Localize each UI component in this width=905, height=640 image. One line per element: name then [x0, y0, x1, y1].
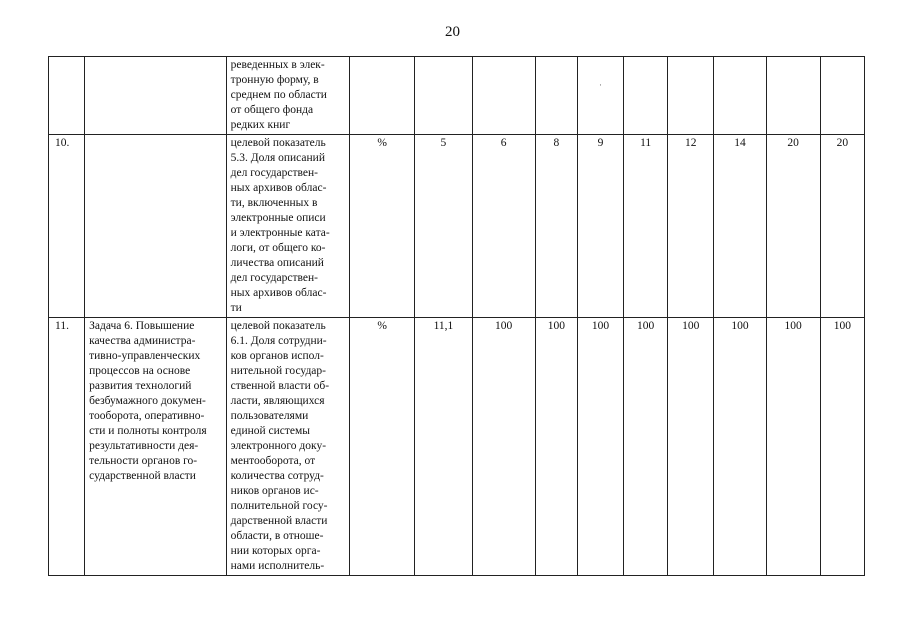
row-number-cell: 11.	[49, 318, 85, 576]
value-cell: 100	[668, 318, 714, 576]
value-cell: 100	[820, 318, 864, 576]
value-cell: 20	[820, 135, 864, 318]
value-cell: 14	[714, 135, 766, 318]
value-cell	[820, 57, 864, 135]
unit-cell: %	[350, 135, 415, 318]
row-number-cell	[49, 57, 85, 135]
indicators-table	[48, 56, 865, 576]
value-cell	[624, 57, 668, 135]
row-number-cell: 10.	[49, 135, 85, 318]
value-cell: 100	[472, 318, 535, 576]
indicator-cell: целевой показатель 6.1. Доля сотрудни- ков органов испол- нительной государ- ственной власти об- ласти, являющихся пользователями единой системы электронного доку- ментооборота, от количества сотруд- ников органов ис- полнительной госу- дарственной власти области, в отноше- нии которых орга- нами исполнитель-	[226, 318, 349, 576]
value-cell: 6	[472, 135, 535, 318]
value-cell	[766, 57, 820, 135]
unit-cell	[350, 57, 415, 135]
value-cell	[472, 57, 535, 135]
value-cell: 100	[577, 318, 623, 576]
page-number: 20	[445, 24, 460, 40]
value-cell	[535, 57, 577, 135]
table-row	[49, 135, 865, 318]
scan-dot-mark: ·	[598, 80, 602, 90]
value-cell: 11,1	[415, 318, 472, 576]
value-cell: 20	[766, 135, 820, 318]
indicator-cell: реведенных в элек- тронную форму, в среднем по области от общего фонда редких книг	[226, 57, 349, 135]
task-cell	[85, 135, 227, 318]
value-cell: 8	[535, 135, 577, 318]
value-cell: 5	[415, 135, 472, 318]
task-cell: Задача 6. Повышение качества администра- тивно-управленческих процессов на основе развития технологий безбумажного докумен- тооборота, оперативно- сти и полноты контроля результативности дея- тельности органов го- сударственной власти	[85, 318, 227, 576]
value-cell: 100	[766, 318, 820, 576]
value-cell: 9	[577, 135, 623, 318]
unit-cell: %	[350, 318, 415, 576]
value-cell	[415, 57, 472, 135]
value-cell: 100	[624, 318, 668, 576]
value-cell	[577, 57, 623, 135]
table-row	[49, 318, 865, 576]
value-cell: 11	[624, 135, 668, 318]
value-cell	[668, 57, 714, 135]
indicator-cell: целевой показатель 5.3. Доля описаний дел государствен- ных архивов облас- ти, включенных в электронные описи и электронные ката- логи, от общего ко- личества описаний дел государствен- ных архивов облас- ти	[226, 135, 349, 318]
value-cell: 12	[668, 135, 714, 318]
task-cell	[85, 57, 227, 135]
value-cell: 100	[714, 318, 766, 576]
value-cell	[714, 57, 766, 135]
table-row	[49, 57, 865, 135]
value-cell: 100	[535, 318, 577, 576]
